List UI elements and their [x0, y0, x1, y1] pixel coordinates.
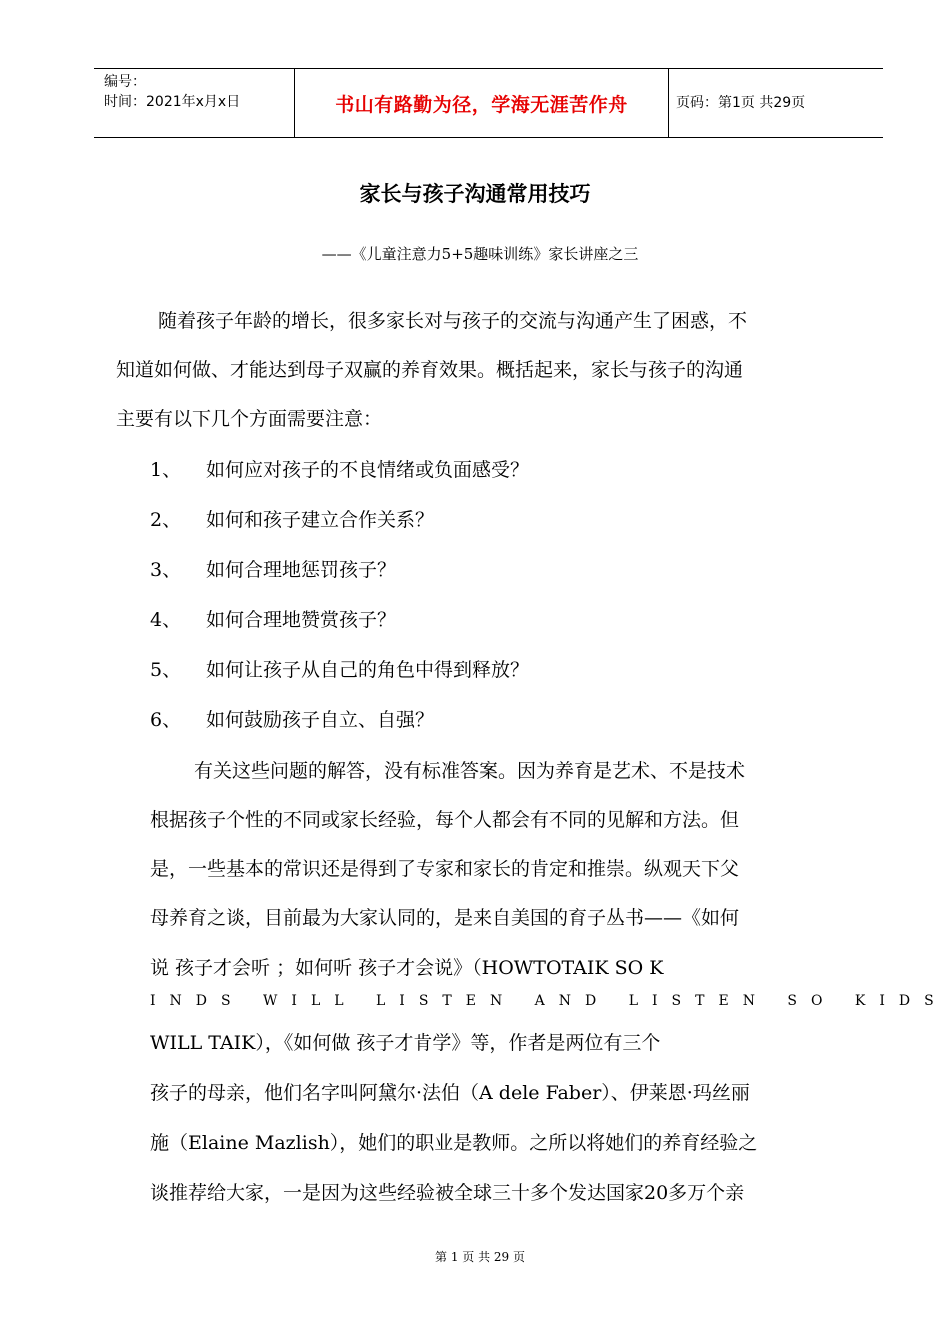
list-text: 如何合理地赞赏孩子？: [206, 609, 397, 631]
body-line: 母养育之谈，目前最为大家认同的，是来自美国的育子丛书——《如何: [150, 907, 740, 929]
list-item: [150, 555, 396, 582]
list-number: 2、: [150, 509, 182, 531]
intro-line: 随着孩子年龄的增长，很多家长对与孩子的交流与沟通产生了困惑，不: [158, 310, 748, 332]
list-item: [150, 605, 396, 632]
page-footer: 第 1 页 共 29 页: [435, 1250, 525, 1264]
list-text: 如何鼓励孩子自立、自强？: [206, 709, 435, 731]
page-info: 页码：第1页 共29页: [676, 95, 806, 111]
body-line: 谈推荐给大家，一是因为这些经验被全球三十多个发达国家20多万个亲: [150, 1182, 745, 1204]
list-text: 如何让孩子从自己的角色中得到释放？: [206, 659, 530, 681]
body-line: 说 孩子才会听 ；如何听 孩子才会说》（HOWTOTAIK SO K: [150, 957, 664, 979]
header-page-cell: [668, 69, 883, 137]
list-text: 如何合理地惩罚孩子？: [206, 559, 397, 581]
body-line: WILL TAIK），《如何做 孩子才肯学》等，作者是两位有三个: [150, 1032, 661, 1054]
list-item: [150, 455, 529, 482]
body-line: INDS WILL LISTEN AND LISTEN SO KIDS: [150, 993, 948, 1009]
document-subtitle: ——《儿童注意力5+5趣味训练》家长讲座之三: [321, 245, 639, 263]
time-label: 时间：2021年x月x日: [104, 94, 241, 110]
list-number: 3、: [150, 559, 182, 581]
document-title: 家长与孩子沟通常用技巧: [359, 182, 591, 206]
body-line: 有关这些问题的解答，没有标准答案。因为养育是艺术、不是技术: [194, 760, 746, 782]
motto-text: 书山有路勤为径，学海无涯苦作舟: [335, 93, 628, 116]
intro-line: 主要有以下几个方面需要注意：: [116, 408, 383, 430]
body-line: 施（Elaine Mazlish），她们的职业是教师。之所以将她们的养育经验之: [150, 1132, 758, 1154]
list-item: [150, 505, 434, 532]
list-text: 如何和孩子建立合作关系？: [206, 509, 435, 531]
list-number: 6、: [150, 709, 182, 731]
header-meta-cell: [94, 69, 294, 137]
body-line: 孩子的母亲，他们名字叫阿黛尔·法伯（A dele Faber）、伊莱恩·玛丝丽: [150, 1082, 750, 1104]
document-header: [94, 68, 883, 138]
list-number: 1、: [150, 459, 182, 481]
list-number: 4、: [150, 609, 182, 631]
body-line: 是，一些基本的常识还是得到了专家和家长的肯定和推崇。纵观天下父: [150, 858, 740, 880]
intro-line: 知道如何做、才能达到母子双赢的养育效果。概括起来，家长与孩子的沟通: [116, 359, 744, 381]
list-item: [150, 705, 434, 732]
list-item: [150, 655, 529, 682]
number-label: 编号：: [104, 74, 146, 90]
header-motto-cell: [294, 69, 669, 137]
list-text: 如何应对孩子的不良情绪或负面感受？: [206, 459, 530, 481]
body-line: 根据孩子个性的不同或家长经验，每个人都会有不同的见解和方法。但: [150, 809, 740, 831]
list-number: 5、: [150, 659, 182, 681]
